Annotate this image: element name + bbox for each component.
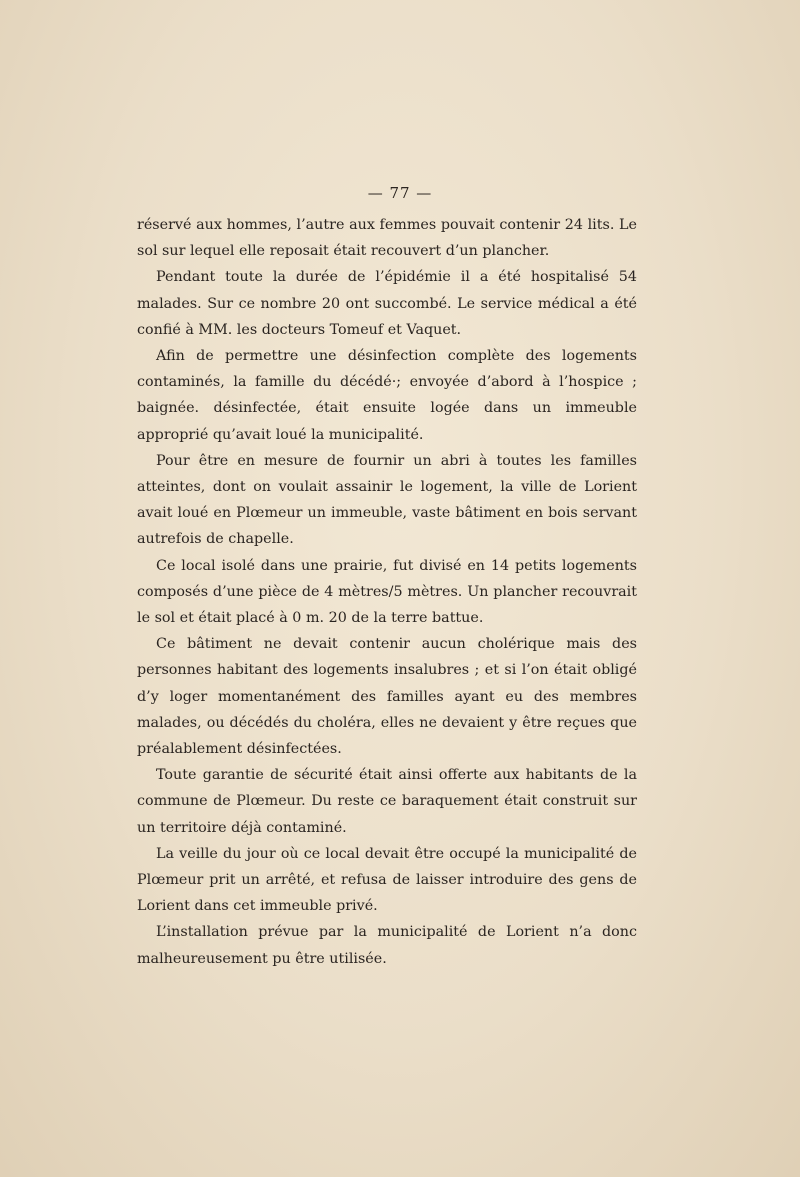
paragraph: Pour être en mesure de fournir un abri à toutes les familles atteintes, dont on voulait assainir le logement, la ville de Lorient avait loué en Plœmeur un immeuble, vaste bâtiment en bois servant autrefois de chapelle. <box>137 452 637 548</box>
page-number: — 77 — <box>367 184 433 202</box>
paragraph: Ce local isolé dans une prairie, fut divisé en 14 petits logements composés d’une pièce de 4 mètres/5 mètres. Un plancher recouvrait le sol et était placé à 0 m. 20 de la terre battue. <box>137 557 637 627</box>
paragraph: La veille du jour où ce local devait être occupé la municipalité de Plœmeur prit un arrêté, et refusa de laisser introduire des gens de Lorient dans cet immeuble privé. <box>137 845 637 915</box>
paragraph: Afin de permettre une désinfection complète des logements contaminés, la famille du décédé·; envoyée d’abord à l’hospice ; baignée. désinfectée, était ensuite logée dans un immeuble approprié qu’avait loué la municipalité. <box>137 348 637 443</box>
paragraph: Pendant toute la durée de l’épidémie il a été hospitalisé 54 malades. Sur ce nombre 20 ont succombé. Le service médical a été confié à MM. les docteurs Tomeuf et Vaquet. <box>137 269 637 338</box>
body-text <box>137 212 637 972</box>
paragraph: réservé aux hommes, l’autre aux femmes pouvait contenir 24 lits. Le sol sur lequel elle reposait était recouvert d’un plancher. <box>137 217 637 260</box>
paragraph: Ce bâtiment ne devait contenir aucun cholérique mais des personnes habitant des logements insalubres ; et si l’on était obligé d’y loger momentanément des familles ayant eu des membres malades, ou décédés du choléra, elles ne devaient y être reçues que préalablement désinfectées. <box>137 636 637 758</box>
paragraph: L’installation prévue par la municipalité de Lorient n’a donc malheureusement pu être utilisée. <box>137 924 637 967</box>
paragraph: Toute garantie de sécurité était ainsi offerte aux habitants de la commune de Plœmeur. Du reste ce baraquement était construit sur un territoire déjà contaminé. <box>137 767 637 836</box>
